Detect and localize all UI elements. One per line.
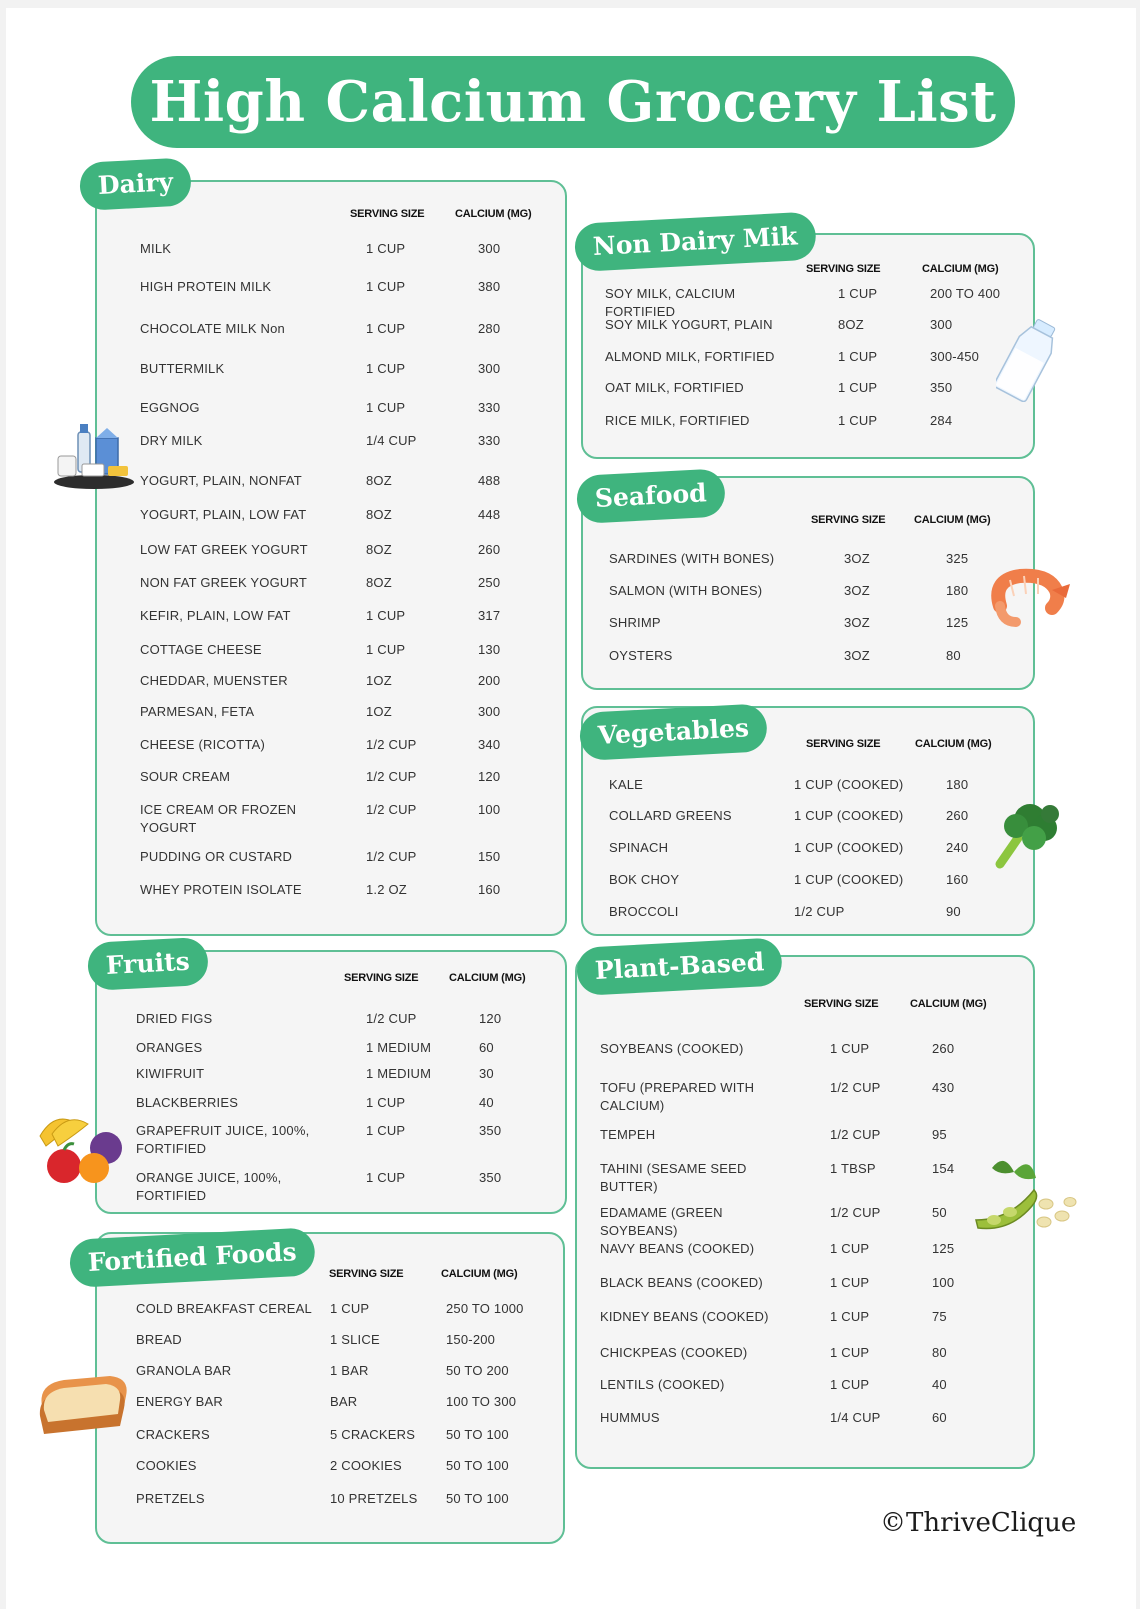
serving-size: 1/4 CUP xyxy=(830,1410,881,1425)
calcium-value: 120 xyxy=(478,769,501,784)
calcium-value: 448 xyxy=(478,507,501,522)
food-item: BUTTERMILK xyxy=(140,361,225,376)
calcium-value: 200 TO 400 xyxy=(930,286,1001,301)
serving-size-header: SERVING SIZE xyxy=(806,263,881,275)
serving-size: 1 CUP xyxy=(838,286,878,301)
food-item: KIDNEY BEANS (COOKED) xyxy=(600,1309,769,1324)
food-item: PUDDING OR CUSTARD xyxy=(140,849,293,864)
food-item: GRAPEFRUIT JUICE, 100%, FORTIFIED xyxy=(136,1123,310,1156)
calcium-value: 350 xyxy=(930,380,953,395)
serving-size: 1 CUP xyxy=(366,642,406,657)
serving-size: 1/2 CUP xyxy=(830,1080,881,1095)
calcium-header: CALCIUM (MG) xyxy=(922,263,999,275)
serving-size-header: SERVING SIZE xyxy=(344,972,419,984)
calcium-value: 100 xyxy=(478,802,501,817)
food-item: ORANGES xyxy=(136,1040,203,1055)
food-item: TAHINI (SESAME SEED BUTTER) xyxy=(600,1161,747,1194)
food-item: COLLARD GREENS xyxy=(609,808,732,823)
serving-size: 2 COOKIES xyxy=(330,1458,402,1473)
shrimp-icon xyxy=(986,566,1072,632)
food-item: BLACKBERRIES xyxy=(136,1095,239,1110)
calcium-value: 150 xyxy=(478,849,501,864)
food-item: SOYBEANS (COOKED) xyxy=(600,1041,744,1056)
serving-size: 1/2 CUP xyxy=(830,1205,881,1220)
serving-size: 1/2 CUP xyxy=(366,849,417,864)
food-item: SOY MILK YOGURT, PLAIN xyxy=(605,317,773,332)
calcium-value: 120 xyxy=(479,1011,502,1026)
copyright-text: ©ThriveClique xyxy=(880,1508,1077,1538)
calcium-value: 300 xyxy=(478,361,501,376)
serving-size: 1 MEDIUM xyxy=(366,1066,432,1081)
dairy-products-icon xyxy=(52,420,136,494)
calcium-value: 284 xyxy=(930,413,953,428)
soybean-pod-icon xyxy=(970,1150,1080,1242)
food-item: EGGNOG xyxy=(140,400,200,415)
calcium-value: 50 TO 200 xyxy=(446,1363,509,1378)
food-item: BREAD xyxy=(136,1332,182,1347)
calcium-value: 60 xyxy=(932,1410,947,1425)
page-title: High Calcium Grocery List xyxy=(131,56,1015,148)
serving-size: 1 MEDIUM xyxy=(366,1040,432,1055)
calcium-value: 50 TO 100 xyxy=(446,1458,509,1473)
calcium-value: 260 xyxy=(932,1041,955,1056)
food-item: WHEY PROTEIN ISOLATE xyxy=(140,882,302,897)
calcium-value: 340 xyxy=(478,737,501,752)
calcium-value: 200 xyxy=(478,673,501,688)
calcium-value: 260 xyxy=(946,808,969,823)
serving-size: 8OZ xyxy=(366,507,392,522)
serving-size: 1 CUP xyxy=(366,361,406,376)
calcium-value: 325 xyxy=(946,551,969,566)
food-item: DRY MILK xyxy=(140,433,203,448)
calcium-value: 60 xyxy=(479,1040,494,1055)
section-title: Fortified Foods xyxy=(69,1227,316,1288)
food-item: COTTAGE CHEESE xyxy=(140,642,262,657)
serving-size: 1.2 OZ xyxy=(366,882,407,897)
calcium-value: 154 xyxy=(932,1161,955,1176)
serving-size: 1 CUP xyxy=(366,321,406,336)
calcium-value: 350 xyxy=(479,1123,502,1138)
serving-size: 1 CUP xyxy=(366,1123,406,1138)
milk-bottle-icon xyxy=(996,316,1064,402)
serving-size-header: SERVING SIZE xyxy=(806,738,881,750)
calcium-value: 80 xyxy=(946,648,961,663)
serving-size: 1/4 CUP xyxy=(366,433,417,448)
calcium-header: CALCIUM (MG) xyxy=(914,514,991,526)
serving-size: 1/2 CUP xyxy=(366,802,417,817)
serving-size: 1 CUP (COOKED) xyxy=(794,808,904,823)
serving-size: 1 CUP xyxy=(366,1095,406,1110)
food-item: RICE MILK, FORTIFIED xyxy=(605,413,750,428)
calcium-value: 240 xyxy=(946,840,969,855)
serving-size: 1 CUP xyxy=(830,1377,870,1392)
serving-size: 3OZ xyxy=(844,583,870,598)
serving-size: 3OZ xyxy=(844,648,870,663)
food-item: CHOCOLATE MILK Non xyxy=(140,321,285,336)
serving-size: 1 CUP xyxy=(366,241,406,256)
calcium-value: 100 TO 300 xyxy=(446,1394,517,1409)
calcium-value: 30 xyxy=(479,1066,494,1081)
food-item: MILK xyxy=(140,241,172,256)
calcium-value: 90 xyxy=(946,904,961,919)
serving-size: 1 CUP xyxy=(366,1170,406,1185)
serving-size-header: SERVING SIZE xyxy=(811,514,886,526)
food-item: KIWIFRUIT xyxy=(136,1066,205,1081)
food-item: CHICKPEAS (COOKED) xyxy=(600,1345,748,1360)
calcium-header: CALCIUM (MG) xyxy=(910,998,987,1010)
section-title: Vegetables xyxy=(579,703,768,761)
calcium-value: 180 xyxy=(946,583,969,598)
serving-size: 8OZ xyxy=(366,542,392,557)
calcium-value: 330 xyxy=(478,400,501,415)
food-item: BOK CHOY xyxy=(609,872,680,887)
food-item: TOFU (PREPARED WITH CALCIUM) xyxy=(600,1080,755,1113)
serving-size: 1 CUP (COOKED) xyxy=(794,872,904,887)
calcium-value: 300 xyxy=(478,704,501,719)
section-title: Seafood xyxy=(576,468,726,524)
calcium-value: 160 xyxy=(946,872,969,887)
serving-size: 1 CUP xyxy=(830,1241,870,1256)
calcium-value: 280 xyxy=(478,321,501,336)
calcium-header: CALCIUM (MG) xyxy=(455,208,532,220)
calcium-value: 330 xyxy=(478,433,501,448)
calcium-value: 130 xyxy=(478,642,501,657)
food-item: YOGURT, PLAIN, NONFAT xyxy=(140,473,302,488)
serving-size: 1 CUP xyxy=(366,279,406,294)
food-item: OYSTERS xyxy=(609,648,673,663)
serving-size-header: SERVING SIZE xyxy=(804,998,879,1010)
food-item: LENTILS (COOKED) xyxy=(600,1377,725,1392)
food-item: TEMPEH xyxy=(600,1127,656,1142)
calcium-value: 95 xyxy=(932,1127,947,1142)
calcium-value: 125 xyxy=(932,1241,955,1256)
calcium-value: 430 xyxy=(932,1080,955,1095)
serving-size: 1 CUP xyxy=(838,413,878,428)
food-item: SHRIMP xyxy=(609,615,661,630)
calcium-value: 50 TO 100 xyxy=(446,1491,509,1506)
serving-size: 1 CUP xyxy=(366,608,406,623)
food-item: ENERGY BAR xyxy=(136,1394,224,1409)
serving-size: 1 SLICE xyxy=(330,1332,380,1347)
food-item: EDAMAME (GREEN SOYBEANS) xyxy=(600,1205,723,1238)
calcium-value: 380 xyxy=(478,279,501,294)
food-item: BROCCOLI xyxy=(609,904,679,919)
calcium-value: 317 xyxy=(478,608,501,623)
calcium-value: 180 xyxy=(946,777,969,792)
food-item: CHEDDAR, MUENSTER xyxy=(140,673,288,688)
food-item: CRACKERS xyxy=(136,1427,210,1442)
serving-size: 1 CUP (COOKED) xyxy=(794,777,904,792)
section-title: Non Dairy Mik xyxy=(574,211,817,272)
serving-size: 1 CUP xyxy=(830,1309,870,1324)
section-title: Fruits xyxy=(87,937,209,991)
serving-size: 1/2 CUP xyxy=(366,737,417,752)
serving-size: 3OZ xyxy=(844,551,870,566)
serving-size: BAR xyxy=(330,1394,358,1409)
serving-size: 3OZ xyxy=(844,615,870,630)
calcium-value: 350 xyxy=(479,1170,502,1185)
serving-size-header: SERVING SIZE xyxy=(329,1268,404,1280)
calcium-value: 300 xyxy=(478,241,501,256)
calcium-value: 50 TO 100 xyxy=(446,1427,509,1442)
serving-size: 8OZ xyxy=(838,317,864,332)
serving-size: 1 CUP (COOKED) xyxy=(794,840,904,855)
food-item: LOW FAT GREEK YOGURT xyxy=(140,542,308,557)
food-item: COOKIES xyxy=(136,1458,197,1473)
serving-size: 1OZ xyxy=(366,673,392,688)
calcium-value: 50 xyxy=(932,1205,947,1220)
fruits-icon xyxy=(34,1112,130,1186)
serving-size: 1/2 CUP xyxy=(830,1127,881,1142)
serving-size: 10 PRETZELS xyxy=(330,1491,418,1506)
food-item: HIGH PROTEIN MILK xyxy=(140,279,272,294)
calcium-value: 150-200 xyxy=(446,1332,496,1347)
calcium-value: 250 TO 1000 xyxy=(446,1301,524,1316)
calcium-value: 260 xyxy=(478,542,501,557)
serving-size: 1 CUP xyxy=(830,1041,870,1056)
serving-size: 8OZ xyxy=(366,473,392,488)
food-item: ICE CREAM OR FROZEN YOGURT xyxy=(140,802,297,835)
calcium-value: 300 xyxy=(930,317,953,332)
calcium-header: CALCIUM (MG) xyxy=(915,738,992,750)
serving-size: 1 CUP xyxy=(830,1345,870,1360)
serving-size: 1 TBSP xyxy=(830,1161,876,1176)
serving-size: 1OZ xyxy=(366,704,392,719)
food-item: CHEESE (RICOTTA) xyxy=(140,737,266,752)
food-item: SOUR CREAM xyxy=(140,769,231,784)
serving-size: 5 CRACKERS xyxy=(330,1427,416,1442)
calcium-value: 75 xyxy=(932,1309,947,1324)
food-item: KALE xyxy=(609,777,644,792)
food-item: PRETZELS xyxy=(136,1491,205,1506)
calcium-value: 100 xyxy=(932,1275,955,1290)
calcium-value: 160 xyxy=(478,882,501,897)
food-item: SALMON (WITH BONES) xyxy=(609,583,763,598)
food-item: NON FAT GREEK YOGURT xyxy=(140,575,308,590)
serving-size: 1 CUP xyxy=(838,349,878,364)
serving-size-header: SERVING SIZE xyxy=(350,208,425,220)
food-item: ORANGE JUICE, 100%, FORTIFIED xyxy=(136,1170,282,1203)
food-item: YOGURT, PLAIN, LOW FAT xyxy=(140,507,307,522)
calcium-header: CALCIUM (MG) xyxy=(441,1268,518,1280)
food-item: ALMOND MILK, FORTIFIED xyxy=(605,349,775,364)
food-item: BLACK BEANS (COOKED) xyxy=(600,1275,763,1290)
serving-size: 8OZ xyxy=(366,575,392,590)
section-title: Dairy xyxy=(79,157,192,211)
food-item: COLD BREAKFAST CEREAL xyxy=(136,1301,312,1316)
food-item: NAVY BEANS (COOKED) xyxy=(600,1241,755,1256)
calcium-value: 125 xyxy=(946,615,969,630)
food-item: DRIED FIGS xyxy=(136,1011,213,1026)
calcium-value: 488 xyxy=(478,473,501,488)
food-item: SARDINES (WITH BONES) xyxy=(609,551,775,566)
section-title: Plant-Based xyxy=(576,937,784,996)
food-item: SOY MILK, CALCIUM FORTIFIED xyxy=(605,286,736,319)
food-item: OAT MILK, FORTIFIED xyxy=(605,380,744,395)
calcium-value: 40 xyxy=(932,1377,947,1392)
bread-icon xyxy=(34,1366,134,1438)
serving-size: 1 CUP xyxy=(838,380,878,395)
food-item: GRANOLA BAR xyxy=(136,1363,232,1378)
calcium-value: 40 xyxy=(479,1095,494,1110)
food-item: KEFIR, PLAIN, LOW FAT xyxy=(140,608,291,623)
serving-size: 1 BAR xyxy=(330,1363,369,1378)
serving-size: 1/2 CUP xyxy=(366,769,417,784)
calcium-value: 80 xyxy=(932,1345,947,1360)
serving-size: 1 CUP xyxy=(330,1301,370,1316)
food-item: SPINACH xyxy=(609,840,669,855)
serving-size: 1/2 CUP xyxy=(366,1011,417,1026)
food-item: HUMMUS xyxy=(600,1410,660,1425)
calcium-header: CALCIUM (MG) xyxy=(449,972,526,984)
broccoli-icon xyxy=(994,794,1066,870)
serving-size: 1 CUP xyxy=(366,400,406,415)
calcium-value: 250 xyxy=(478,575,501,590)
serving-size: 1/2 CUP xyxy=(794,904,845,919)
food-item: PARMESAN, FETA xyxy=(140,704,255,719)
serving-size: 1 CUP xyxy=(830,1275,870,1290)
calcium-value: 300-450 xyxy=(930,349,980,364)
